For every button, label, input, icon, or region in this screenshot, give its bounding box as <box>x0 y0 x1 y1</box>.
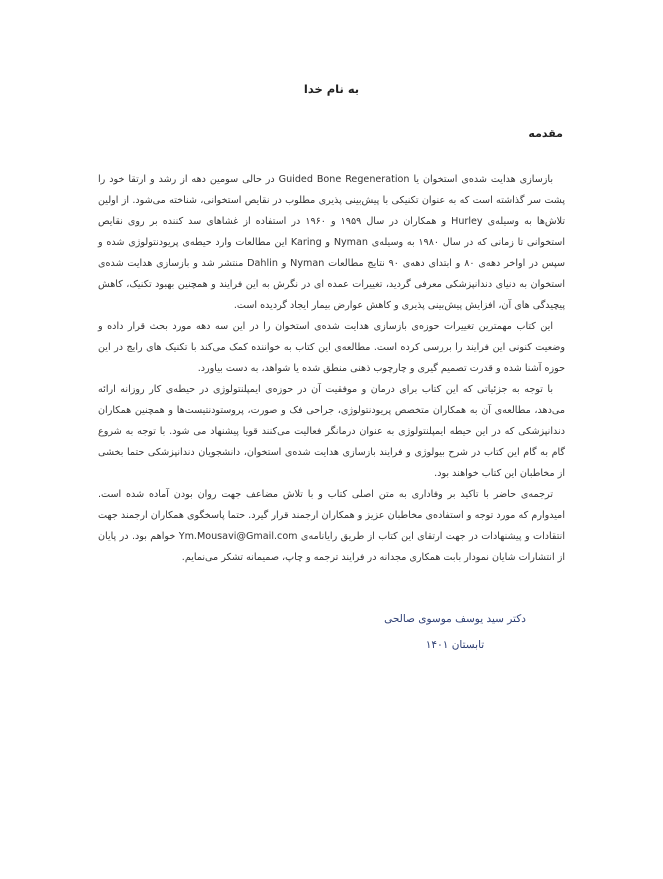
text-line: جهت انتقادات و پیشنهادات در جهت ارتقای این کتاب از طریق رایانامه‌ی Ym.Mousavi@Gmail.com خواهم بود. <box>98 510 566 542</box>
text-line: دندانپزشکی که در این حیطه ایمپلنتولوژی به عنوان درمانگر فعالیت می‌کنند قویا پیشنهاد می شود. با توجه به شروع <box>98 426 565 437</box>
text-line: حوزه آشنا شده و قدرت تصمیم گیری و چارچوب ذهنی منطق شده یا شواهد، به دست بیاورد. <box>197 363 565 374</box>
text-line: امیدوارم که مورد توجه و استفاده‌ی مخاطبان عزیز و همکاران ارجمند قرار گیرد. حتما پاسخگوی همکاران ارجمند <box>120 510 565 521</box>
text-line: سپس در اواخر دهه‌ی ۸۰ و ابتدای دهه‌ی ۹۰ نتایج مطالعات Nyman و Dahlin منتشر شد و بازسازی هدایت شده‌ی <box>98 258 565 269</box>
author-name: دکتر سید یوسف موسوی صالحی <box>384 613 526 625</box>
text-line: وضعیت کنونی این فرایند را بررسی کرده است. مطالعه‌ی این کتاب به خواننده کمک می‌کند با تکنیک های رایج در این <box>98 342 565 353</box>
text-line: می‌دهد، مطالعه‌ی آن به همکاران متخصص پریودنتولوژی، جراحی فک و صورت، پروستودنتیست‌ها و همچنین همکاران <box>98 405 565 416</box>
text-line: این کتاب مهمترین تغییرات حوزه‌ی بازسازی هدایت شده‌ی استخوان را در این سه دهه مورد بحث قرار داده و <box>98 321 553 332</box>
paragraph <box>98 379 565 484</box>
signature-block <box>355 606 555 658</box>
body-text <box>98 169 565 568</box>
signature-date: تابستان ۱۴۰۱ <box>425 639 485 651</box>
text-line: را پشت سر گذاشته است که به عنوان تکنیکی با پیش‌بینی پذیری مطلوب در نقایص استخوانی، شناخته می‌شود. از <box>98 174 565 206</box>
text-line: بازسازی هدایت شده‌ی استخوان یا Guided Bone Regeneration در حالی سومین دهه از رشد و ارتقا خود <box>109 174 553 185</box>
text-line: گام به گام این کتاب در شرح بیولوژی و فرایند بازسازی هدایت شده‌ی استخوان، دانشجویان دندانپزشکی حتما بخشی <box>98 447 565 458</box>
paragraph <box>98 169 565 316</box>
text-line: استخوان به دنیای دندانپزشکی معرفی گردید، تغییرات عمده ای در نگرش به این فرایند و همچنین بهبود تکنیک، کاهش <box>98 279 565 290</box>
paragraph <box>98 484 565 568</box>
document-title: به نام خدا <box>303 82 360 96</box>
text-line: در پایان از انتشارات شایان نمودار بابت همکاری مجدانه در فرایند ترجمه و چاپ، صمیمانه تشکر می‌نمایم. <box>98 531 565 563</box>
text-line: ترجمه‌ی حاضر با تاکید بر وفاداری به متن اصلی کتاب و با تلاش مضاعف جهت روان بودن آماده شده است. <box>98 489 553 500</box>
text-line: با توجه به جزئیاتی که این کتاب برای درمان و موفقیت آن در حوزه‌ی ایمپلنتولوژی در حیطه‌ی کار روزانه ارائه <box>98 384 553 395</box>
text-line: اولین تلاش‌ها به وسیله‌ی Hurley و همکاران در سال ۱۹۵۹ و ۱۹۶۰ در استفاده از غشاهای سد کننده بر روی نقایص <box>98 195 566 227</box>
text-line: پیچیدگی های آن، افزایش پیش‌بینی پذیری و کاهش عوارض بیمار ایجاد گردیده است. <box>233 300 565 311</box>
paragraph <box>98 316 565 379</box>
section-heading: مقدمه <box>528 127 563 140</box>
text-line: استخوانی تا زمانی که در سال ۱۹۸۰ به وسیله‌ی Nyman و Karing این مطالعات وارد حیطه‌ی پریودنتولوژی شده و <box>98 237 566 248</box>
text-line: از مخاطبان این کتاب خواهند بود. <box>434 468 565 479</box>
